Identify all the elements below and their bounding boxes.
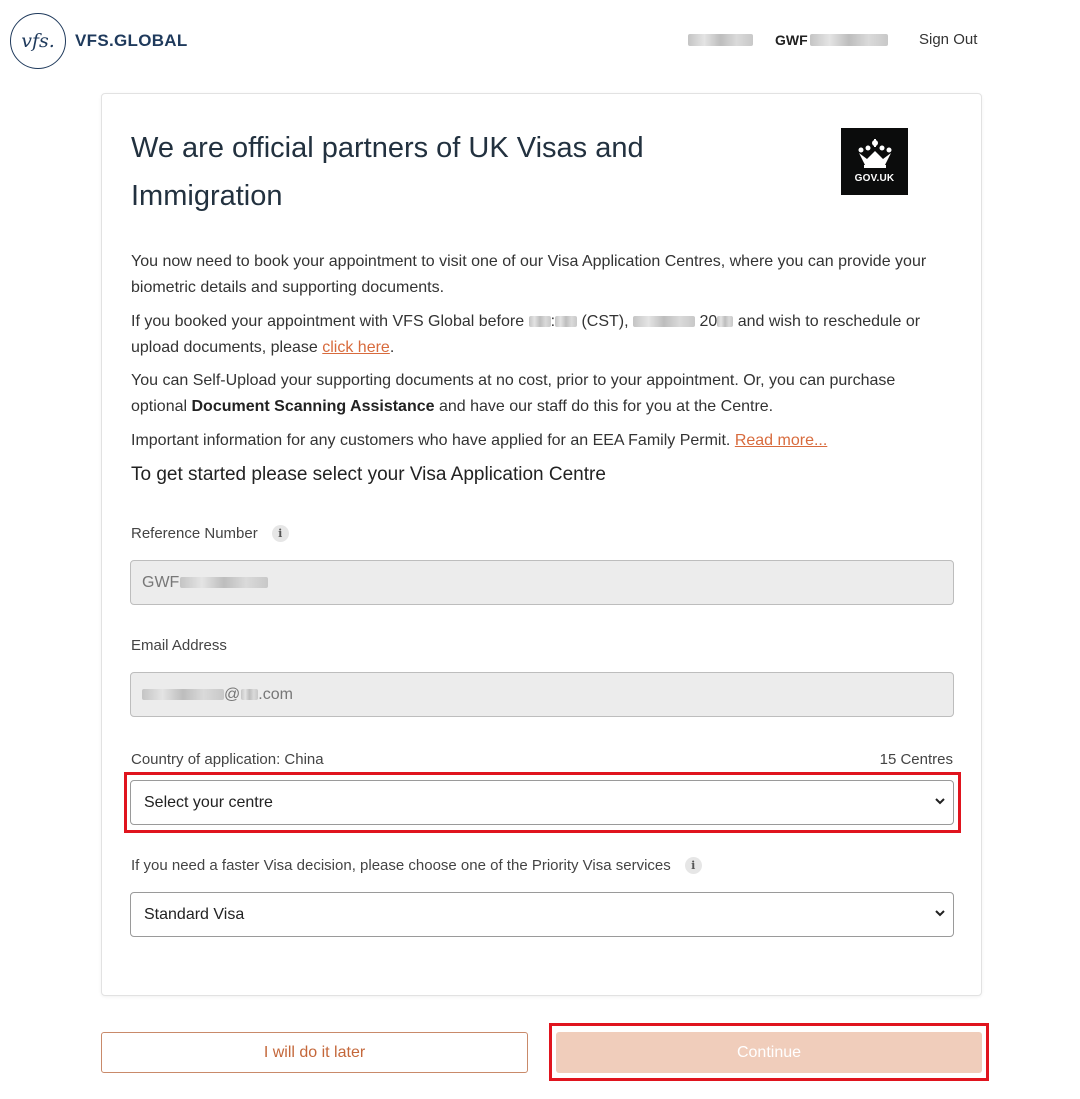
email-field[interactable]: [130, 672, 954, 717]
document-scanning-assistance: Document Scanning Assistance: [191, 398, 435, 415]
self-upload-text-a: You can Self-Upload your supporting documents at no cost, prior to your appointment. Or, you can purchase optional: [131, 372, 896, 415]
country-of-application-label: Country of application: China: [131, 751, 324, 768]
reference-number-field[interactable]: [130, 560, 954, 605]
centre-select-value: Select your centre: [144, 793, 273, 811]
self-upload-text-b: and have our staff do this for you at the Centre.: [434, 398, 774, 415]
chevron-down-icon: [933, 906, 947, 920]
priority-visa-select-value: Standard Visa: [144, 905, 245, 923]
eea-paragraph: [131, 428, 931, 454]
reference-number-prefix: GWF: [142, 573, 180, 591]
continue-button-highlight: [549, 1023, 989, 1081]
top-header: [0, 0, 1080, 80]
page-title: We are official partners of UK Visas and Immigration: [131, 132, 644, 212]
priority-visa-select[interactable]: [130, 892, 954, 937]
redacted-email-domain: [241, 689, 258, 700]
redacted-email-user: [142, 689, 224, 700]
reference-number-label: [131, 525, 289, 542]
redacted-username: [688, 34, 753, 46]
reschedule-text-end: .: [389, 339, 395, 356]
reschedule-text-a: If you booked your appointment with VFS Global before: [131, 313, 529, 330]
priority-visa-label: [131, 857, 702, 874]
user-info: [688, 32, 888, 48]
email-suffix: .com: [258, 685, 293, 703]
reschedule-paragraph: [131, 309, 931, 361]
govuk-logo: [841, 128, 908, 195]
user-reference-prefix: GWF: [775, 32, 808, 48]
vfs-logo-text: VFS.GLOBAL: [75, 31, 188, 50]
reschedule-text-b: (CST),: [577, 313, 634, 330]
centre-select-highlight: [124, 772, 961, 833]
self-upload-paragraph: [131, 368, 931, 420]
redacted-year: [717, 316, 733, 327]
crown-icon: [855, 139, 895, 169]
centres-count: 15 Centres: [879, 751, 953, 768]
redacted-date: [633, 316, 695, 327]
sign-out-link[interactable]: Sign Out: [919, 31, 978, 48]
info-icon[interactable]: i: [685, 857, 702, 874]
reschedule-year-prefix: 20: [699, 313, 718, 330]
priority-visa-label-text: If you need a faster Visa decision, please choose one of the Priority Visa services: [131, 857, 671, 874]
intro-paragraph: You now need to book your appointment to visit one of our Visa Application Centres, where you can provide your biometric details and supporting documents.: [131, 253, 927, 296]
govuk-label: GOV.UK: [854, 173, 895, 184]
reschedule-text-d: and wish to reschedule or upload documents, please: [131, 313, 921, 356]
do-it-later-button[interactable]: I will do it later: [101, 1032, 528, 1073]
read-more-link[interactable]: Read more...: [734, 432, 828, 449]
email-address-label: Email Address: [131, 637, 227, 654]
eea-text: Important information for any customers who have applied for an EEA Family Permit.: [131, 432, 735, 449]
vfs-logo-mark: vfs.: [10, 13, 66, 69]
reschedule-colon: :: [550, 313, 556, 330]
section-subheading: To get started please select your Visa Application Centre: [131, 464, 606, 485]
redacted-reference-value: [180, 577, 268, 588]
vfs-logo[interactable]: [10, 13, 188, 69]
redacted-time-minute: [555, 316, 577, 327]
continue-button[interactable]: Continue: [556, 1032, 982, 1073]
email-at: @: [224, 685, 241, 703]
info-icon[interactable]: i: [272, 525, 289, 542]
click-here-link[interactable]: click here: [322, 339, 390, 356]
redacted-reference: [810, 34, 888, 46]
reference-number-label-text: Reference Number: [131, 525, 258, 542]
appointment-card: [101, 93, 982, 996]
redacted-time-hour: [529, 316, 551, 327]
